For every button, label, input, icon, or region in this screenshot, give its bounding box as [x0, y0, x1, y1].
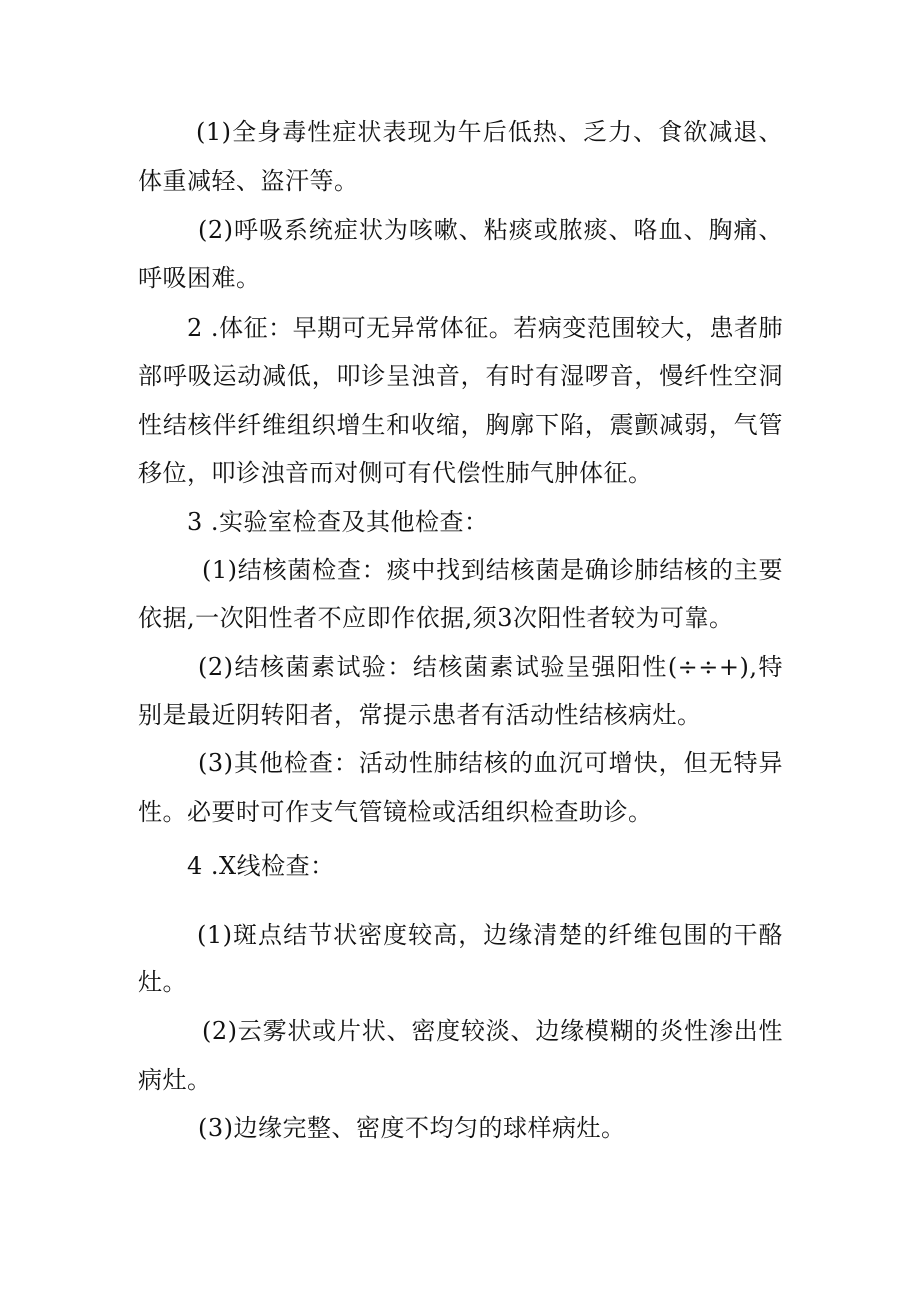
text-line-16: 4 .X线检查： [187, 852, 335, 880]
text-line-1: (1)全身毒性症状表现为午后低热、乏力、食欲减退、 [196, 118, 783, 146]
text-line-6: 部呼吸运动减低，叩诊呈浊音，有时有湿啰音，慢纤性空洞 [138, 362, 783, 390]
text-line-4: 呼吸困难。 [138, 264, 261, 292]
text-line-5: 2 .体征：早期可无异常体征。若病变范围较大，患者肺 [187, 314, 783, 342]
text-line-3: (2)呼吸系统症状为咳嗽、粘痰或脓痰、咯血、胸痛、 [198, 216, 783, 244]
text-line-10: (1)结核菌检查：痰中找到结核菌是确诊肺结核的主要 [202, 556, 783, 584]
text-line-18: 灶。 [138, 968, 187, 996]
text-line-21: (3)边缘完整、密度不均匀的球样病灶。 [198, 1114, 626, 1142]
text-line-11: 依据,一次阳性者不应即作依据,须3次阳性者较为可靠。 [138, 604, 734, 632]
text-line-17: (1)斑点结节状密度较高，边缘清楚的纤维包围的干酪 [197, 921, 783, 949]
text-line-9: 3 .实验室检查及其他检查： [187, 508, 489, 536]
text-line-8: 移位，叩诊浊音而对侧可有代偿性肺气肿体征。 [138, 459, 653, 487]
text-line-2: 体重减轻、盗汗等。 [138, 167, 359, 195]
text-line-12: (2)结核菌素试验：结核菌素试验呈强阳性(÷÷+),特 [198, 653, 783, 681]
text-line-20: 病灶。 [138, 1066, 212, 1094]
text-line-13: 别是最近阴转阳者，常提示患者有活动性结核病灶。 [138, 701, 702, 729]
text-line-7: 性结核伴纤维组织增生和收缩，胸廓下陷，震颤减弱，气管 [138, 411, 783, 439]
text-line-14: (3)其他检查：活动性肺结核的血沉可增快，但无特异 [198, 749, 783, 777]
text-line-15: 性。必要时可作支气管镜检或活组织检查助诊。 [138, 798, 653, 826]
text-line-19: (2)云雾状或片状、密度较淡、边缘模糊的炎性渗出性 [202, 1017, 783, 1045]
